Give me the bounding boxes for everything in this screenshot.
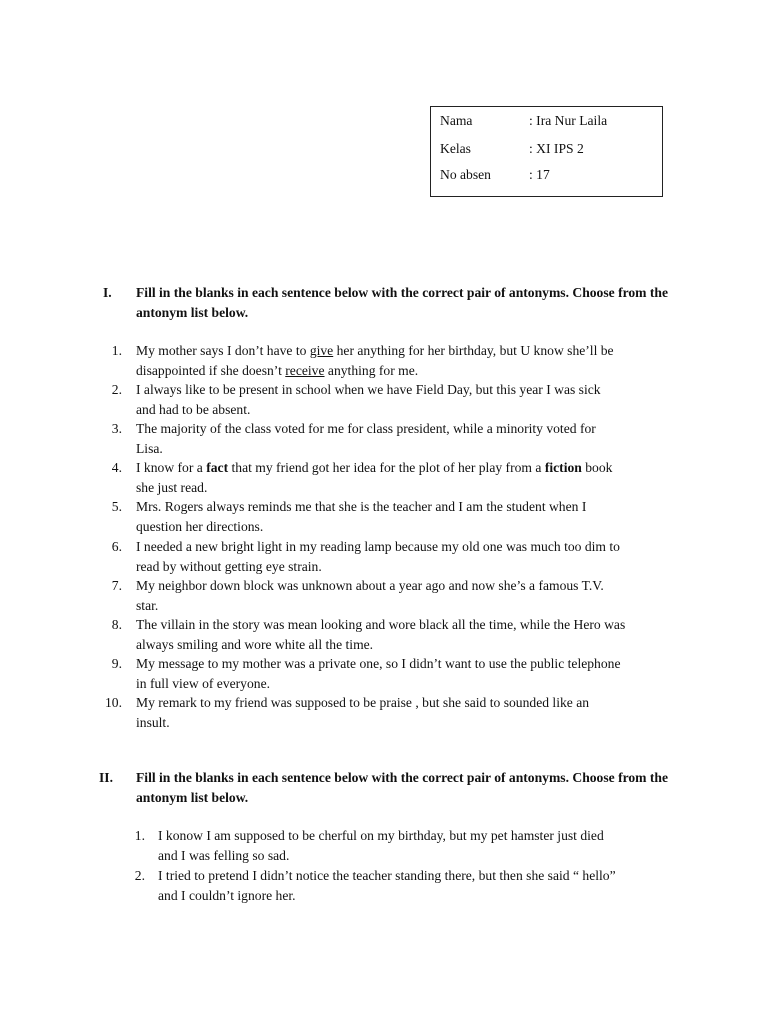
item-text bbox=[136, 380, 601, 419]
text-run: that my friend got her idea for the plot of her play from a bbox=[228, 460, 545, 475]
text-line: I tried to pretend I didn’t notice the teacher standing there, but then she said “ hello” bbox=[158, 868, 616, 883]
item-text bbox=[136, 341, 614, 380]
text-run: My mother says I don’t have to bbox=[136, 343, 310, 358]
item-number: 8. bbox=[111, 617, 122, 632]
item-number: 4. bbox=[111, 460, 122, 475]
item-text bbox=[136, 419, 596, 458]
text-line: I always like to be present in school when we have Field Day, but this year I was sick bbox=[136, 382, 601, 397]
info-label: No absen bbox=[440, 167, 491, 182]
bold-word: fact bbox=[206, 460, 229, 475]
item-number: 6. bbox=[111, 539, 122, 554]
text-line: My remark to my friend was supposed to be praise , but she said to sounded like an bbox=[136, 695, 590, 710]
text-line: The majority of the class voted for me for class president, while a minority voted for bbox=[136, 421, 596, 436]
item-number: 2. bbox=[134, 868, 145, 883]
info-value: : XI IPS 2 bbox=[529, 141, 584, 156]
item-number: 10. bbox=[105, 695, 122, 710]
text-run: I know for a bbox=[136, 460, 207, 475]
section-2-numeral: II. bbox=[99, 770, 113, 785]
item-number: 5. bbox=[111, 499, 122, 514]
section-2-heading: Fill in the blanks in each sentence below with the correct pair of antonyms. Choose from the antonym list below. bbox=[136, 770, 669, 805]
underlined-word: give bbox=[309, 343, 334, 358]
text-line: insult. bbox=[136, 714, 170, 730]
info-value: : Ira Nur Laila bbox=[529, 113, 608, 128]
section-1-numeral: I. bbox=[103, 285, 112, 300]
text-run: her anything for her birthday, but U know she’ll be bbox=[333, 343, 614, 358]
text-line: and I couldn’t ignore her. bbox=[158, 887, 296, 903]
info-value: : 17 bbox=[529, 167, 550, 182]
item-text bbox=[158, 866, 616, 905]
text-line: she just read. bbox=[136, 479, 208, 495]
item-number: 1. bbox=[111, 343, 122, 358]
text-line: I konow I am supposed to be cherful on my birthday, but my pet hamster just died bbox=[158, 828, 604, 843]
text-line: Lisa. bbox=[136, 440, 163, 456]
student-info-box bbox=[430, 106, 663, 197]
text-line: Mrs. Rogers always reminds me that she is the teacher and I am the student when I bbox=[136, 499, 587, 514]
item-text bbox=[158, 826, 604, 865]
item-number: 7. bbox=[111, 578, 122, 593]
text-line: My neighbor down block was unknown about a year ago and now she’s a famous T.V. bbox=[136, 578, 604, 593]
item-number: 3. bbox=[111, 421, 122, 436]
item-number: 9. bbox=[111, 656, 122, 671]
text-line: and I was felling so sad. bbox=[158, 847, 290, 863]
item-text bbox=[136, 615, 625, 654]
item-text bbox=[136, 458, 612, 497]
text-line: question her directions. bbox=[136, 518, 264, 534]
item-text bbox=[136, 497, 586, 536]
text-line: My message to my mother was a private one, so I didn’t want to use the public telephone bbox=[136, 656, 621, 671]
text-line: and had to be absent. bbox=[136, 401, 251, 417]
item-number: 2. bbox=[111, 382, 122, 397]
item-text bbox=[136, 576, 604, 615]
info-label: Kelas bbox=[440, 141, 471, 156]
item-text bbox=[136, 693, 589, 732]
text-run: book bbox=[581, 460, 613, 475]
item-text bbox=[136, 654, 620, 693]
text-line: The villain in the story was mean looking and wore black all the time, while the Hero was bbox=[136, 617, 626, 632]
text-line: always smiling and wore white all the time. bbox=[136, 636, 374, 652]
item-text bbox=[136, 537, 620, 576]
text-run: disappointed if she doesn’t bbox=[136, 362, 286, 378]
underlined-word: receive bbox=[285, 362, 325, 378]
bold-word: fiction bbox=[544, 460, 582, 475]
info-label: Nama bbox=[440, 113, 473, 128]
item-number: 1. bbox=[134, 828, 145, 843]
text-line: in full view of everyone. bbox=[136, 675, 271, 691]
text-run: anything for me. bbox=[324, 362, 419, 378]
text-line: read by without getting eye strain. bbox=[136, 558, 322, 574]
section-1-heading: Fill in the blanks in each sentence below with the correct pair of antonyms. Choose from the antonym list below. bbox=[136, 285, 669, 320]
text-line: star. bbox=[136, 597, 159, 613]
text-line: I needed a new bright light in my reading lamp because my old one was much too dim to bbox=[136, 539, 620, 554]
